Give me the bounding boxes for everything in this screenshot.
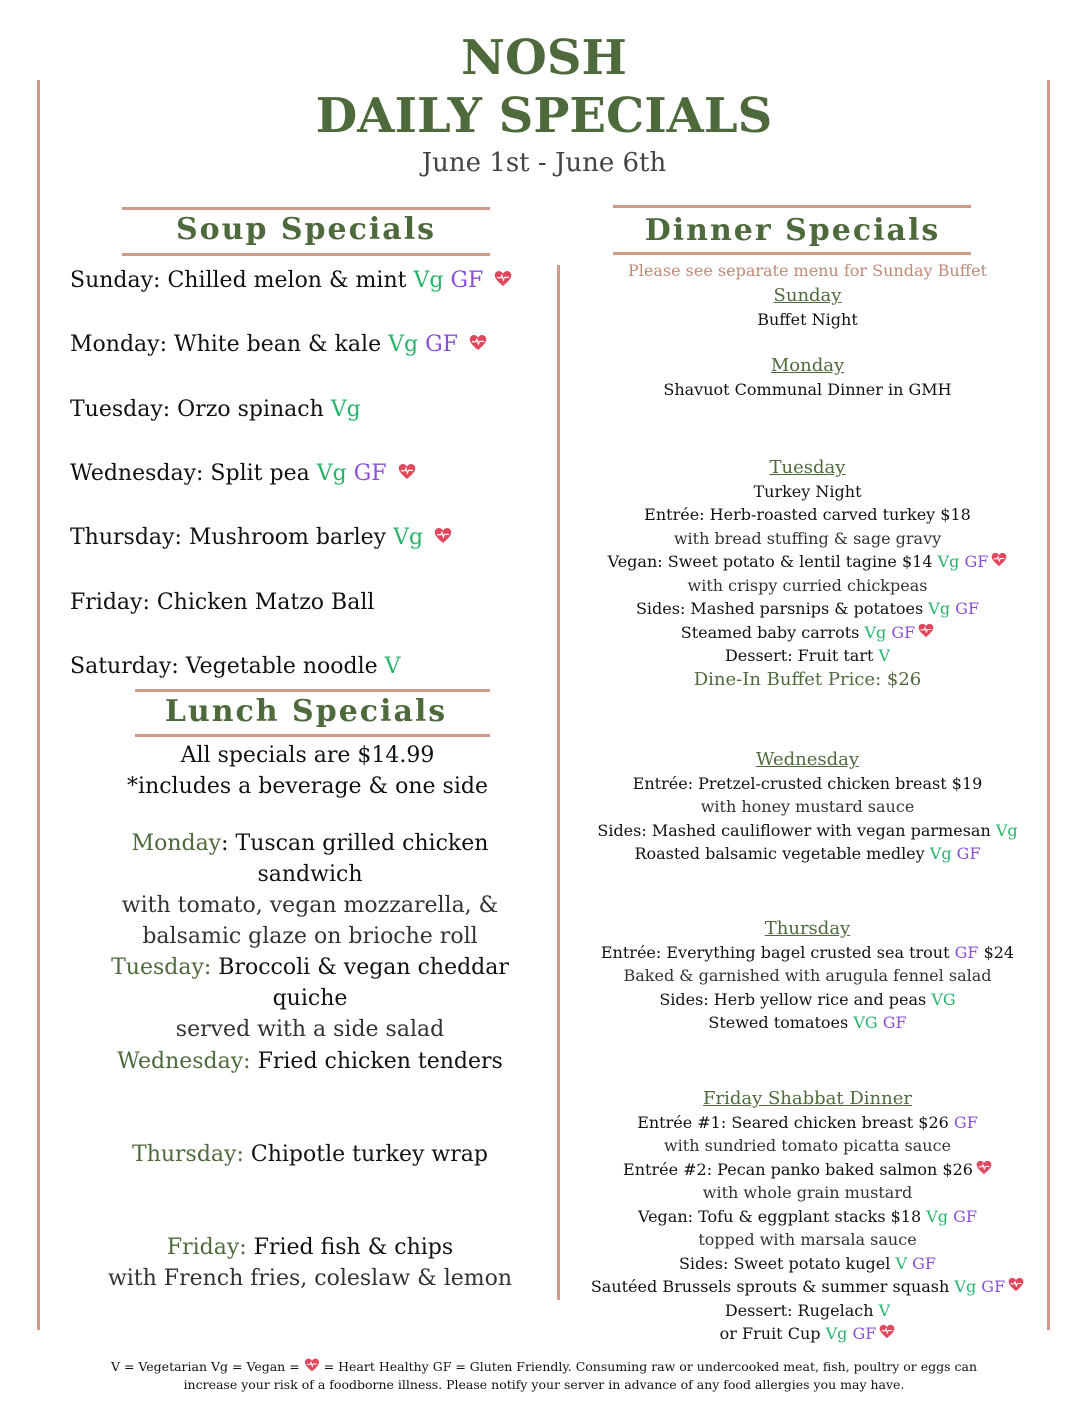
dinner-monday: Monday Shavuot Communal Dinner in GMH [585, 354, 1030, 401]
gf-tag: GF [450, 268, 484, 293]
date-range: June 1st - June 6th [421, 148, 667, 178]
soup-item-saturday: Saturday: Vegetable noodle V [70, 654, 401, 679]
heart-healthy-icon [302, 1358, 322, 1372]
heart-healthy-icon [398, 461, 416, 478]
page-title: DAILY SPECIALS [315, 88, 773, 144]
heart-healthy-icon [1008, 1275, 1024, 1290]
gf-tag: GF [956, 844, 981, 863]
dinner-sunday-note: Please see separate menu for Sunday Buffet [628, 261, 987, 280]
heart-healthy-icon [879, 1322, 895, 1337]
vegetarian-tag: V [878, 646, 891, 665]
gf-tag: GF [981, 1277, 1006, 1296]
day-heading: Thursday [764, 918, 851, 939]
dinner-heading: Dinner Specials [644, 213, 941, 248]
gf-tag: GF [953, 1206, 978, 1226]
vegan-tag: Vg [393, 525, 424, 550]
gf-tag: GF [964, 552, 989, 571]
soup-item-thursday: Thursday: Mushroom barley Vg [70, 525, 452, 550]
day-heading: Wednesday [755, 749, 860, 770]
lunch-item-wednesday: Wednesday: Fried chicken tenders [117, 1049, 503, 1074]
soup-item-friday: Friday: Chicken Matzo Ball [70, 590, 375, 615]
dinner-thursday: Thursday Entrée: Everything bagel crusted sea trout GF $24 Baked & garnished with arugula fennel salad Sides: Herb yellow rice and peas VG Stewed tomatoes VG GF [585, 917, 1030, 1035]
legend-footer: V = Vegetarian Vg = Vegan = = Heart Healthy GF = Gluten Friendly. Consuming raw or undercooked meat, fish, poultry or eggs can increase your risk of a foodborne illness. Please notify your server in advance of any food allergies you may have. [110, 1359, 978, 1392]
gf-tag: GF [353, 461, 387, 486]
gf-tag: GF [891, 622, 916, 642]
soup-item-wednesday: Wednesday: Split pea Vg GF [70, 461, 416, 486]
gf-tag: GF [955, 599, 980, 618]
soup-item-monday: Monday: White bean & kale Vg GF [70, 332, 487, 357]
vegan-tag: Vg [330, 397, 361, 422]
vegan-tag: Vg [316, 461, 347, 486]
vegan-tag: Vg [995, 820, 1018, 840]
vegan-tag: Vg [928, 599, 951, 618]
lunch-price-note: All specials are $14.99 *includes a beverage & one side [127, 743, 488, 799]
heart-healthy-icon [469, 332, 487, 349]
heart-healthy-icon [434, 525, 452, 542]
day-heading: Friday Shabbat Dinner [702, 1088, 912, 1109]
vegan-tag: Vg [937, 552, 960, 571]
soup-rule-bottom [122, 253, 490, 256]
dinner-friday: Friday Shabbat Dinner Entrée #1: Seared chicken breast $26 GF with sundried tomato picatta sauce Entrée #2: Pecan panko baked salmon $26 with whole grain mustard Vegan: Tofu & eggplant stacks $18 Vg GF topped with marsala sauce Sides: Sweet potato kugel V GF Sautéed Brussels sprouts & summer squash Vg GF Dessert: Rugelach V or Fruit Cup Vg GF [585, 1087, 1030, 1346]
vegan-tag: VG [853, 1013, 878, 1032]
left-border [37, 80, 40, 1330]
soup-heading: Soup Specials [175, 212, 437, 247]
dinner-wednesday: Wednesday Entrée: Pretzel-crusted chicken breast $19 with honey mustard sauce Sides: Mashed cauliflower with vegan parmesan Vg Roasted balsamic vegetable medley Vg GF [585, 748, 1030, 866]
dinner-rule-bottom [613, 252, 971, 255]
dinner-sunday: Sunday Buffet Night [585, 284, 1030, 331]
heart-healthy-icon [991, 550, 1007, 565]
vegan-tag: Vg [413, 268, 444, 293]
vegan-tag: Vg [954, 1277, 977, 1296]
day-heading: Tuesday [769, 457, 846, 478]
lunch-item-thursday: Thursday: Chipotle turkey wrap [132, 1142, 488, 1167]
right-border [1047, 80, 1050, 1330]
lunch-item-monday: Monday: Tuscan grilled chicken sandwich with tomato, vegan mozzarella, & balsamic glaze on brioche roll [121, 831, 499, 949]
vegan-tag: Vg [825, 1324, 848, 1343]
heart-healthy-icon [494, 268, 512, 285]
gf-tag: GF [912, 1253, 937, 1273]
soup-item-sunday: Sunday: Chilled melon & mint Vg GF [70, 268, 512, 293]
dinner-tuesday: Tuesday Turkey Night Entrée: Herb-roasted carved turkey $18 with bread stuffing & sage gravy Vegan: Sweet potato & lentil tagine $14 Vg GF with crispy curried chickpeas Sides: Mashed parsnips & potatoes Vg GF Steamed baby carrots Vg GF Dessert: Fruit tart V Dine-In Buffet Price: $26 [585, 456, 1030, 691]
vegan-tag: Vg [929, 844, 952, 863]
lunch-rule-bottom [135, 734, 490, 737]
gf-tag: GF [953, 1112, 978, 1132]
soup-rule-top [122, 207, 490, 210]
day-heading: Monday [770, 355, 845, 376]
center-divider [557, 265, 560, 1300]
vegetarian-tag: V [384, 654, 401, 679]
gf-tag: GF [425, 332, 458, 357]
lunch-heading: Lunch Specials [164, 694, 448, 729]
vegan-tag: Vg [864, 622, 887, 642]
day-heading: Sunday [773, 285, 842, 306]
heart-healthy-icon [976, 1158, 992, 1173]
gf-tag: GF [954, 942, 979, 962]
lunch-item-friday: Friday: Fried fish & chips with French fries, coleslaw & lemon [107, 1235, 513, 1291]
vegetarian-tag: V [895, 1253, 908, 1273]
vegan-tag: VG [931, 989, 956, 1009]
gf-tag: GF [882, 1013, 907, 1032]
soup-item-tuesday: Tuesday: Orzo spinach Vg [70, 397, 361, 422]
gf-tag: GF [852, 1324, 877, 1343]
vegan-tag: Vg [388, 332, 419, 357]
vegetarian-tag: V [878, 1300, 891, 1320]
dinner-rule-top [613, 205, 971, 208]
vegan-tag: Vg [926, 1206, 949, 1226]
heart-healthy-icon [918, 621, 934, 636]
lunch-item-tuesday: Tuesday: Broccoli & vegan cheddar quiche served with a side salad [111, 955, 509, 1042]
restaurant-name: NOSH [461, 30, 627, 86]
lunch-rule-top [135, 689, 490, 692]
